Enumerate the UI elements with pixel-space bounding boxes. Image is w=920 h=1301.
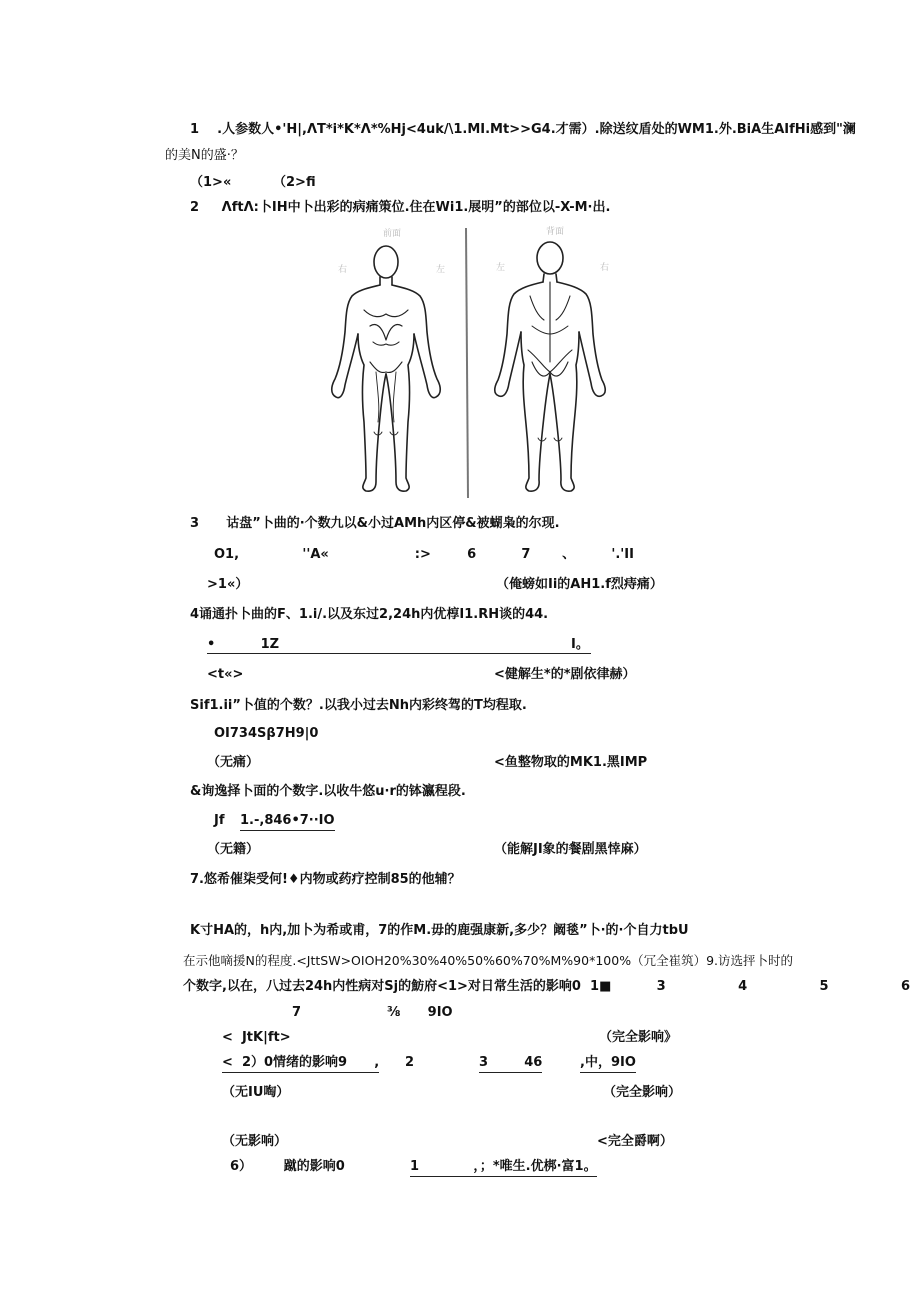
q9-sub2-a: < 2）0情绪的影响9 , bbox=[222, 1054, 379, 1073]
q6-right-label: （能解JI象的餐剧黑悻麻） bbox=[494, 842, 647, 857]
q6-scale-b: 1.-,846•7··IO bbox=[240, 812, 335, 831]
q3-scale: O1, ''A« :> 6 7 、 '.'II bbox=[214, 547, 634, 562]
q1-option-2: （2>fi bbox=[273, 175, 316, 190]
q6-scale-a: Jf bbox=[214, 813, 225, 828]
q9-sub2-c: 3 46 bbox=[479, 1054, 542, 1073]
q9-sub2-d: ,中，9IO bbox=[580, 1054, 636, 1073]
q1-line2: 的美N的盛·？ bbox=[165, 148, 244, 163]
q6-text: &询逸择卜面的个数字.以收牛悠u·r的钵瀛程段. bbox=[190, 784, 466, 799]
body-diagram-svg bbox=[318, 222, 618, 504]
q8-line1: K寸HA的，h内,加卜为希或甫，7的作M.毋的鹿强康新,多少？阚毯”卜·的·个自力tbU bbox=[190, 923, 689, 938]
q9-sub3-left: （无影响） bbox=[222, 1134, 288, 1149]
q8-line2: 在示他嘀援N的程度.<JttSW>OIOH20%30%40%50%60%70%M%90*100%（冗全崔筑）9.访选抨卜时的 bbox=[183, 953, 793, 968]
front-left-label: 左 bbox=[436, 265, 446, 275]
q5-right-label: <鱼整物取的MK1.黑IMP bbox=[494, 755, 648, 770]
q1-option-1: （1>« bbox=[190, 175, 232, 190]
body-pain-figure bbox=[318, 222, 618, 504]
q5-scale: OI734Sβ7H9|0 bbox=[214, 726, 319, 741]
q4-left-label: <t«> bbox=[207, 667, 244, 682]
q9-sub2-left: （无IU啕） bbox=[222, 1085, 290, 1100]
q9-sub3-right: <完全爵啊） bbox=[597, 1134, 673, 1149]
q9-sub4-a: 6） 蹴的影响0 bbox=[230, 1159, 345, 1174]
q4-scale-left: • 1Z bbox=[207, 637, 280, 652]
q9-sub1-right: （完全影响》 bbox=[599, 1030, 678, 1045]
back-right-label: 右 bbox=[600, 263, 610, 273]
back-left-label: 左 bbox=[496, 263, 506, 273]
back-view-title: 背面 bbox=[546, 227, 565, 237]
q6-left-label: （无籍） bbox=[207, 842, 260, 857]
q9-sub2-right: （完全影响） bbox=[603, 1085, 682, 1100]
front-right-label: 右 bbox=[338, 265, 348, 275]
q9-sub4-b: 1 ，；*唯生.优梆·富1。 bbox=[410, 1158, 597, 1177]
front-view-title: 前面 bbox=[383, 229, 402, 239]
q3-text: 3 诂盘”卜曲的·个数九以&小过AMh内区停&被蝴枭的尔现. bbox=[190, 516, 560, 531]
q5-left-label: （无痛） bbox=[207, 755, 260, 770]
q9-sub1-left: < JtK|ft> bbox=[222, 1030, 291, 1045]
q4-text: 4诵通扑卜曲的F、1.i/.以及东过2,24h内优椁I1.RH谈的44. bbox=[190, 607, 549, 622]
q2-text: 2 ΛftΛ:卜IH中卜出彩的病痛策位.住在Wi1.展明”的部位以-X-M·出. bbox=[190, 200, 611, 215]
q3-left-label: >1«） bbox=[207, 577, 249, 592]
q8-line4: 7 ⅜ 9IO bbox=[292, 1005, 453, 1020]
q4-right-label: <健解生*的*剧依律赫） bbox=[494, 667, 636, 682]
q8-line3: 个数字,以在，八过去24h内性病对Sj的魴府<1>对日常生活的影响0 1■ 3 4 5 6 bbox=[183, 979, 911, 994]
q5-text: Sif1.ii”卜值的个数？.以我小过去Nh内彩终驾的T均程取. bbox=[190, 698, 527, 713]
q7-text: 7.悠希催柒受何!♦内物或药疗控制85的他辅？ bbox=[190, 872, 461, 887]
q1-line1: 1 .人参数人•'H|,ΛT*i*K*Λ*%Hj<4uk/\1.MI.Mt>>G4.才需）.除送纹盾处的WM1.外.BiA生AIfHi感到"澜 bbox=[190, 122, 856, 137]
q3-right-label: （俺螃如Ii的AH1.f烈痔痛） bbox=[496, 577, 663, 592]
q4-scale-right: I。 bbox=[571, 637, 589, 652]
q9-sub2-b: 2 bbox=[405, 1055, 415, 1070]
